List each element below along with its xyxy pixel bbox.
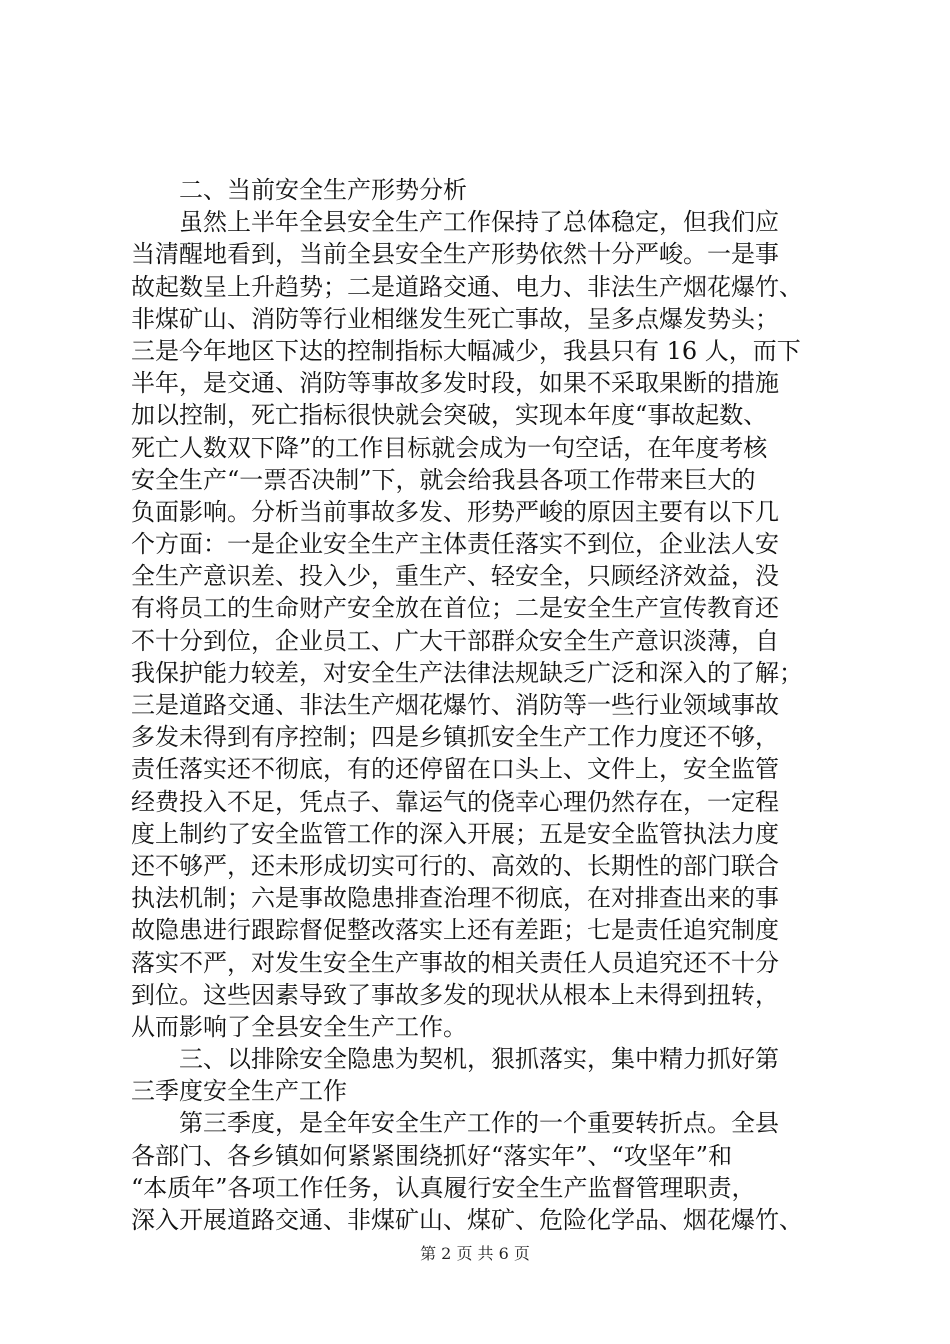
paragraph-line: 深入开展道路交通、非煤矿山、煤矿、危险化学品、烟花爆竹、 <box>131 1206 803 1234</box>
paragraph-line: 三是道路交通、非法生产烟花爆竹、消防等一些行业领域事故 <box>131 691 779 719</box>
paragraph-line: 个方面：一是企业安全生产主体责任落实不到位，企业法人安 <box>131 530 779 559</box>
paragraph-line: 安全生产“一票否决制”下，就会给我县各项工作带来巨大的 <box>131 465 756 494</box>
paragraph-line: 负面影响。分析当前事故多发、形势严峻的原因主要有以下几 <box>131 497 779 526</box>
paragraph-line: 从而影响了全县安全生产工作。 <box>131 1012 467 1041</box>
paragraph-line: 多发未得到有序控制；四是乡镇抓安全生产工作力度还不够， <box>131 723 779 752</box>
paragraph-line: 到位。这些因素导致了事故多发的现状从根本上未得到扭转， <box>131 980 779 1009</box>
document-body <box>131 174 831 1236</box>
paragraph-line: 责任落实还不彻底，有的还停留在口头上、文件上，安全监管 <box>131 755 779 784</box>
paragraph-line: 不十分到位，企业员工、广大干部群众安全生产意识淡薄，自 <box>131 626 779 655</box>
paragraph-line: 我保护能力较差，对安全生产法律法规缺乏广泛和深入的了解； <box>131 658 803 687</box>
section-heading-continued: 三季度安全生产工作 <box>131 1077 347 1106</box>
paragraph-line: 非煤矿山、消防等行业相继发生死亡事故，呈多点爆发势头； <box>131 304 779 333</box>
paragraph-line: 执法机制；六是事故隐患排查治理不彻底，在对排查出来的事 <box>131 884 779 913</box>
paragraph-line: 经费投入不足，凭点子、靠运气的侥幸心理仍然存在，一定程 <box>131 787 779 816</box>
paragraph-line: 落实不严，对发生安全生产事故的相关责任人员追究还不十分 <box>131 948 779 977</box>
paragraph-line: 三是今年地区下达的控制指标大幅减少，我县只有 16 人，而下 <box>131 336 801 365</box>
paragraph-line: 有将员工的生命财产安全放在首位；二是安全生产宣传教育还 <box>131 594 779 623</box>
page-number-footer: 第 2 页 共 6 页 <box>420 1244 530 1263</box>
paragraph-line: 第三季度，是全年安全生产工作的一个重要转折点。全县 <box>179 1109 779 1138</box>
paragraph-line: 全生产意识差、投入少，重生产、轻安全，只顾经济效益，没 <box>131 562 779 591</box>
paragraph-line: 半年，是交通、消防等事故多发时段，如果不采取果断的措施 <box>131 369 779 398</box>
paragraph-line: 死亡人数双下降”的工作目标就会成为一句空话，在年度考核 <box>131 433 768 462</box>
paragraph-line: 各部门、各乡镇如何紧紧围绕抓好“落实年”、“攻坚年”和 <box>131 1141 733 1170</box>
paragraph-line: 度上制约了安全监管工作的深入开展；五是安全监管执法力度 <box>131 819 779 848</box>
paragraph-line: 当清醒地看到，当前全县安全生产形势依然十分严峻。一是事 <box>131 240 779 269</box>
paragraph-line: 故隐患进行跟踪督促整改落实上还有差距；七是责任追究制度 <box>131 916 779 945</box>
paragraph-line: “本质年”各项工作任务，认真履行安全生产监督管理职责， <box>131 1173 756 1202</box>
paragraph-line: 虽然上半年全县安全生产工作保持了总体稳定，但我们应 <box>179 208 779 237</box>
paragraph-line: 还不够严，还未形成切实可行的、高效的、长期性的部门联合 <box>131 851 779 880</box>
paragraph-line: 故起数呈上升趋势；二是道路交通、电力、非法生产烟花爆竹、 <box>131 272 803 301</box>
section-heading: 二、当前安全生产形势分析 <box>179 176 467 204</box>
paragraph-line: 加以控制，死亡指标很快就会突破，实现本年度“事故起数、 <box>131 401 768 430</box>
section-heading: 三、以排除安全隐患为契机，狠抓落实，集中精力抓好第 <box>179 1045 779 1074</box>
